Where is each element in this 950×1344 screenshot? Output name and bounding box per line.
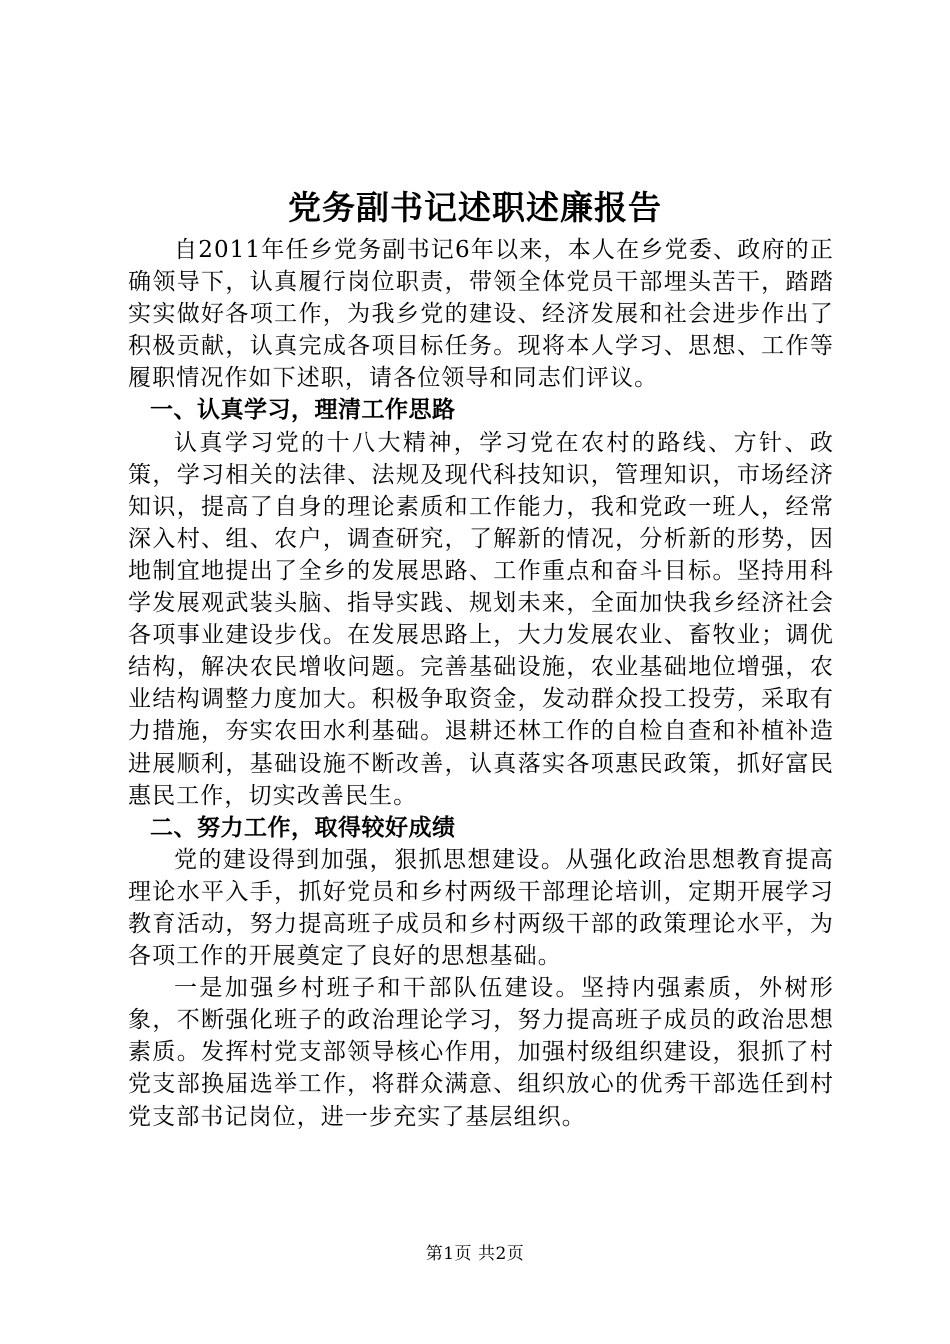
document-title: 党务副书记述职述廉报告 (288, 188, 662, 227)
page-number-footer: 第1页 共2页 (425, 1244, 525, 1264)
section-heading-2: 二、努力工作，取得较好成绩 (150, 814, 456, 841)
section-heading-1: 一、认真学习，理清工作思路 (150, 397, 456, 424)
section-2-paragraph-2: 一是加强乡村班子和干部队伍建设。坚持内强素质，外树形象，不断强化班子的政治理论学习，努力提高班子成员的政治思想素质。发挥村党支部领导核心作用，加强村级组织建设，狠抓了村党支部换届选举工作，将群众满意、组织放心的优秀干部选任到村党支部书记岗位，进一步充实了基层组织。 (128, 975, 834, 1130)
intro-paragraph: 自2011年任乡党务副书记6年以来，本人在乡党委、政府的正确领导下，认真履行岗位职责，带领全体党员干部埋头苦干，踏踏实实做好各项工作，为我乡党的建设、经济发展和社会进步作出了积极贡献，认真完成各项目标任务。现将本人学习、思想、工作等履职情况作如下述职，请各位领导和同志们评议。 (128, 237, 834, 392)
section-1-paragraph: 认真学习党的十八大精神，学习党在农村的路线、方针、政策，学习相关的法律、法规及现代科技知识，管理知识，市场经济知识，提高了自身的理论素质和工作能力，我和党政一班人，经常深入村、组、农户，调查研究，了解新的情况，分析新的形势，因地制宜地提出了全乡的发展思路、工作重点和奋斗目标。坚持用科学发展观武装头脑、指导实践、规划未来，全面加快我乡经济社会各项事业建设步伐。在发展思路上，大力发展农业、畜牧业；调优结构，解决农民增收问题。完善基础设施，农业基础地位增强，农业结构调整力度加大。积极争取资金，发动群众投工投劳，采取有力措施，夯实农田水利基础。退耕还林工作的自检自查和补植补造进展顺利，基础设施不断改善，认真落实各项惠民政策，抓好富民惠民工作，切实改善民生。 (128, 429, 834, 809)
section-2-paragraph-1: 党的建设得到加强，狠抓思想建设。从强化政治思想教育提高理论水平入手，抓好党员和乡村两级干部理论培训，定期开展学习教育活动，努力提高班子成员和乡村两级干部的政策理论水平，为各项工作的开展奠定了良好的思想基础。 (128, 846, 834, 970)
document-body (128, 234, 834, 1133)
